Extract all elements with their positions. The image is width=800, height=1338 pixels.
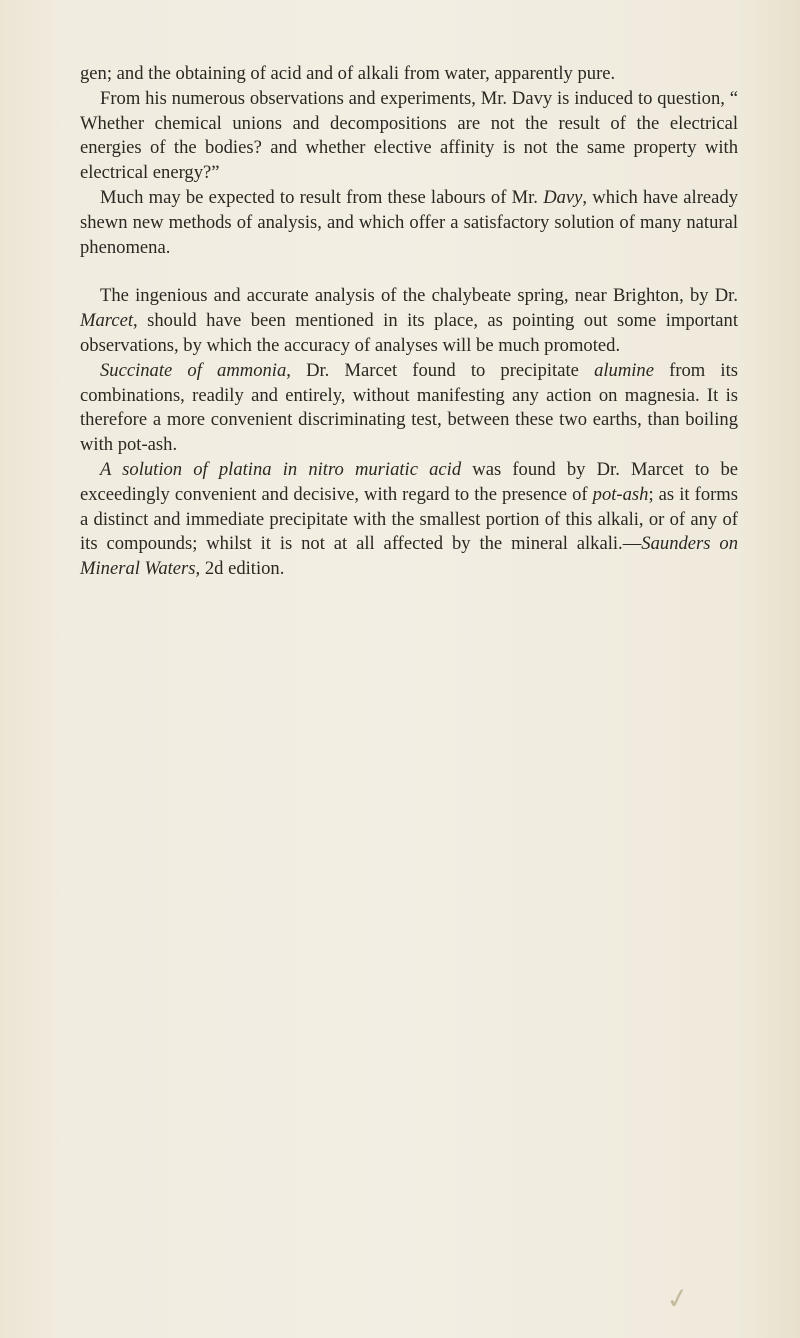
paragraph-6-italic-1: A solution of platina in nitro muriatic acid [100,458,462,480]
paragraph-2-text: From his numerous observations and experiments, Mr. Davy is induced to question, “ Whether chemical unions and decompositions are not the result of the electrical energies of the bodies? and whether elective affinity is not the same property with electrical energy?” [80,87,738,184]
paragraph-6-text-b: ; as it forms a distinct and immediate precipitate with the smallest portion of this alkali, or of any of its compounds; whilst it is not at all affected by the mineral alkali.— [80,483,739,555]
paragraph-6-text-c: , 2d edition. [195,558,285,580]
paragraph-3 [80,186,738,260]
paragraph-3-text-b: , which have already shewn new methods of analysis, and which offer a satisfactory solution of many natural phenomena. [80,186,738,258]
paragraph-3-text-a: Much may be expected to result from these labours of Mr. [100,186,544,208]
body-text [80,62,738,582]
paragraph-6-text-a: was found by Dr. Marcet to be exceedingly convenient and decisive, with regard to the presence of [80,458,738,505]
paragraph-1-text: gen; and the obtaining of acid and of alkali from water, apparently pure. [80,63,616,84]
paragraph-4-text-a: The ingenious and accurate analysis of the chalybeate spring, near Brighton, by Dr. [100,285,738,307]
paragraph-6-italic-3: Saunders on Mineral Waters [80,533,738,580]
paragraph-4-name: Marcet [80,310,134,332]
paragraph-2 [80,87,738,186]
paragraph-gap [80,260,738,284]
paragraph-5-text-b: from its combinations, readily and entirely, without manifesting any action on magnesia. It is therefore a more convenient discriminating test, between these two earths, than boiling with pot-ash. [80,359,738,456]
paragraph-6 [80,458,738,582]
paragraph-5-italic-1: Succinate of ammonia [100,359,287,381]
paragraph-6-italic-2: pot-ash [592,483,649,505]
paragraph-5 [80,359,738,458]
pencil-check-mark-icon: ✓ [663,1280,693,1317]
paragraph-4 [80,284,738,358]
paragraph-5-text-a: , Dr. Marcet found to precipitate [286,359,595,381]
paragraph-3-name: Davy [543,186,583,208]
paragraph-1 [80,62,738,87]
paragraph-4-text-b: , should have been mentioned in its place, as pointing out some important observations, by which the accuracy of analyses will be much promoted. [80,310,738,356]
paragraph-5-italic-2: alumine [594,359,654,381]
